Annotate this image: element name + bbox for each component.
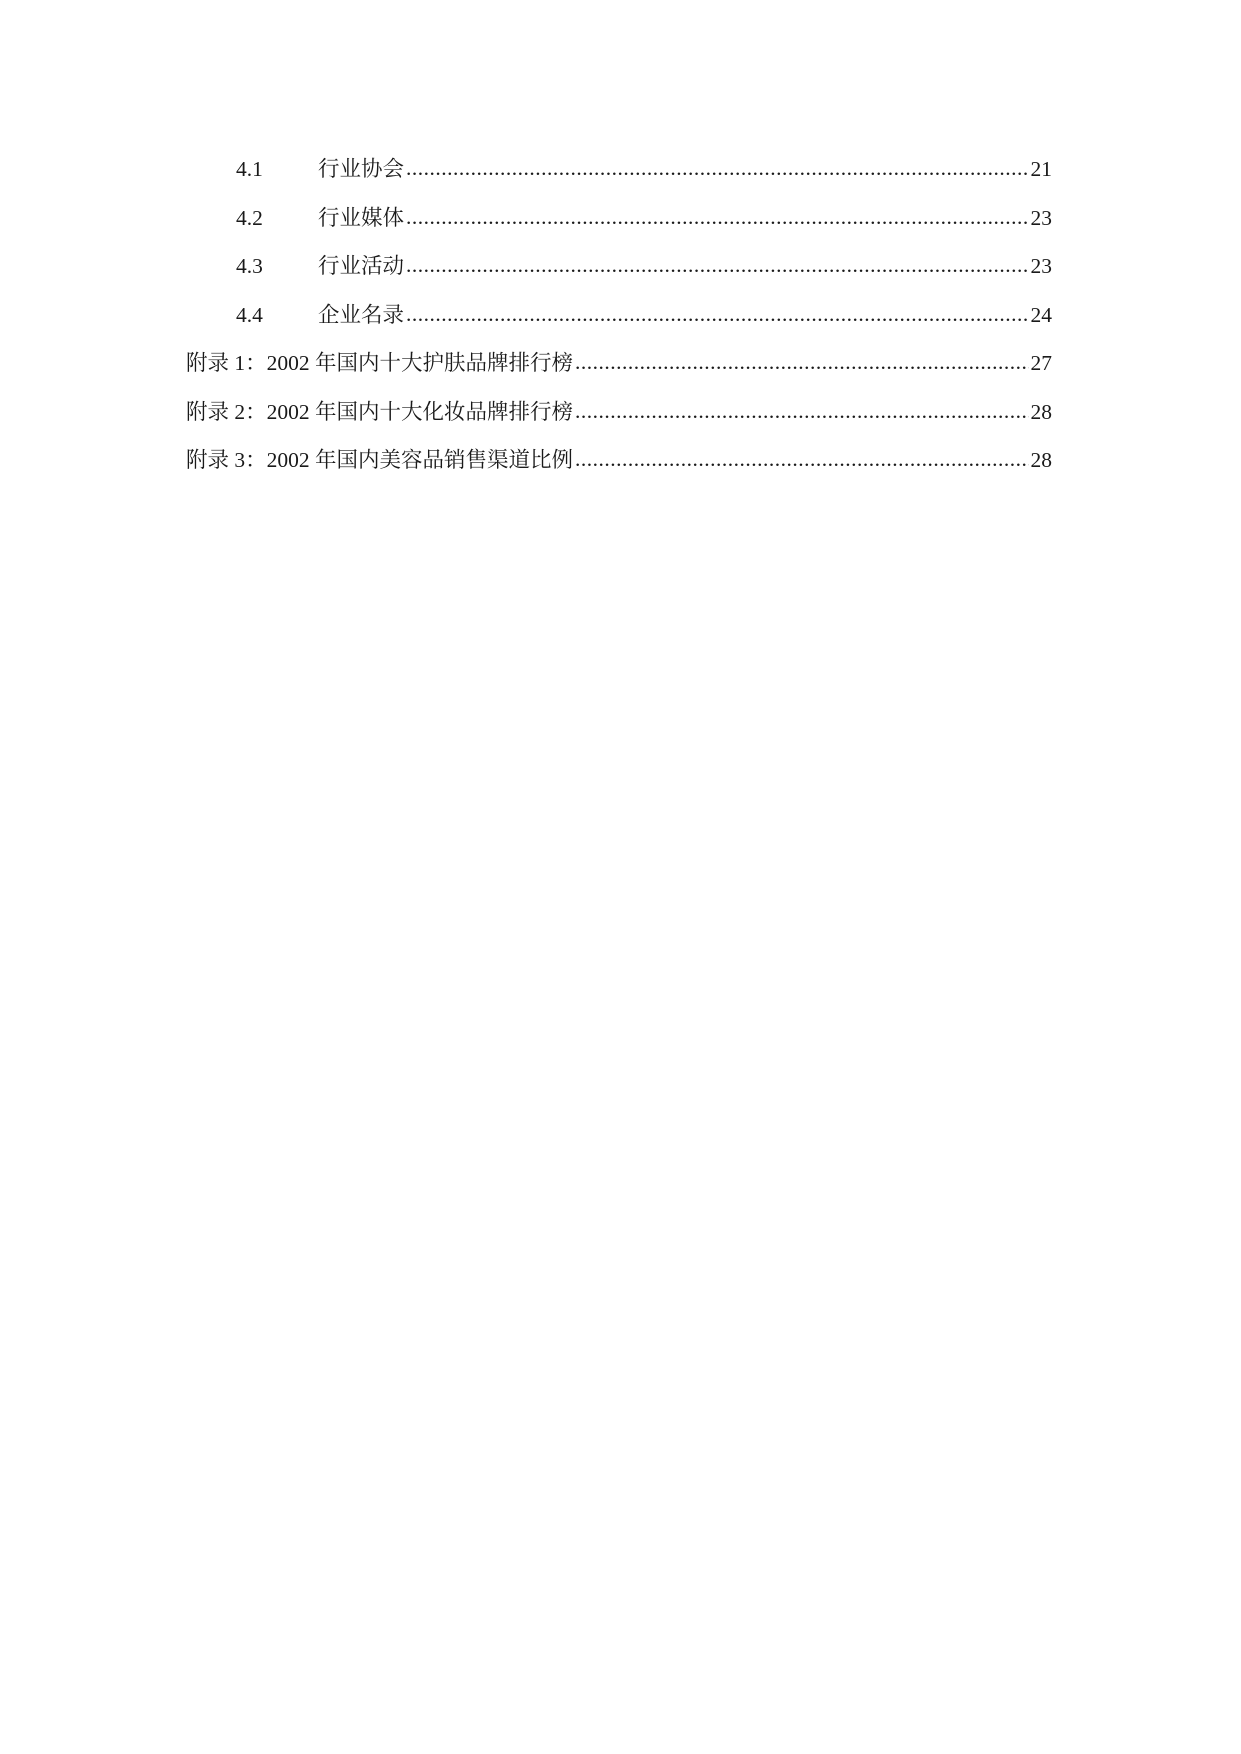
toc-dot-leader xyxy=(575,445,1028,473)
toc-entry-appendix-2[interactable] xyxy=(186,398,1052,447)
toc-entry-appendix-3[interactable] xyxy=(186,446,1052,495)
toc-entry-4-3[interactable] xyxy=(186,252,1052,301)
toc-section-number: 4.4 xyxy=(236,302,263,327)
toc-appendix-title: 附录 1：2002 年国内十大护肤品牌排行榜 xyxy=(186,351,574,375)
toc-dot-leader xyxy=(406,251,1028,279)
toc-page-number: 23 xyxy=(1030,205,1052,230)
toc-entry-4-1[interactable] xyxy=(186,155,1052,204)
toc-page-number: 27 xyxy=(1030,351,1052,375)
toc-dot-leader xyxy=(575,348,1028,376)
toc-entry-4-2[interactable] xyxy=(186,204,1052,253)
toc-dot-leader xyxy=(406,154,1028,182)
toc-section-number: 4.2 xyxy=(236,205,263,230)
toc-page-number: 28 xyxy=(1030,399,1052,424)
toc-page-number: 21 xyxy=(1030,157,1052,181)
toc-section-title: 企业名录 xyxy=(318,302,405,327)
toc-section-title: 行业媒体 xyxy=(318,205,405,230)
table-of-contents xyxy=(186,155,1052,495)
toc-dot-leader xyxy=(406,300,1028,328)
toc-appendix-title: 附录 2：2002 年国内十大化妆品牌排行榜 xyxy=(186,399,574,424)
toc-section-number: 4.1 xyxy=(236,157,263,181)
toc-appendix-title: 附录 3：2002 年国内美容品销售渠道比例 xyxy=(186,448,574,472)
toc-section-number: 4.3 xyxy=(236,254,263,278)
toc-section-title: 行业活动 xyxy=(318,254,405,278)
toc-dot-leader xyxy=(575,397,1028,425)
toc-section-title: 行业协会 xyxy=(318,157,405,181)
toc-page-number: 24 xyxy=(1030,302,1052,327)
toc-page-number: 23 xyxy=(1030,254,1052,278)
toc-page-number: 28 xyxy=(1030,448,1052,472)
toc-dot-leader xyxy=(406,203,1028,231)
toc-entry-4-4[interactable] xyxy=(186,301,1052,350)
toc-entry-appendix-1[interactable] xyxy=(186,349,1052,398)
